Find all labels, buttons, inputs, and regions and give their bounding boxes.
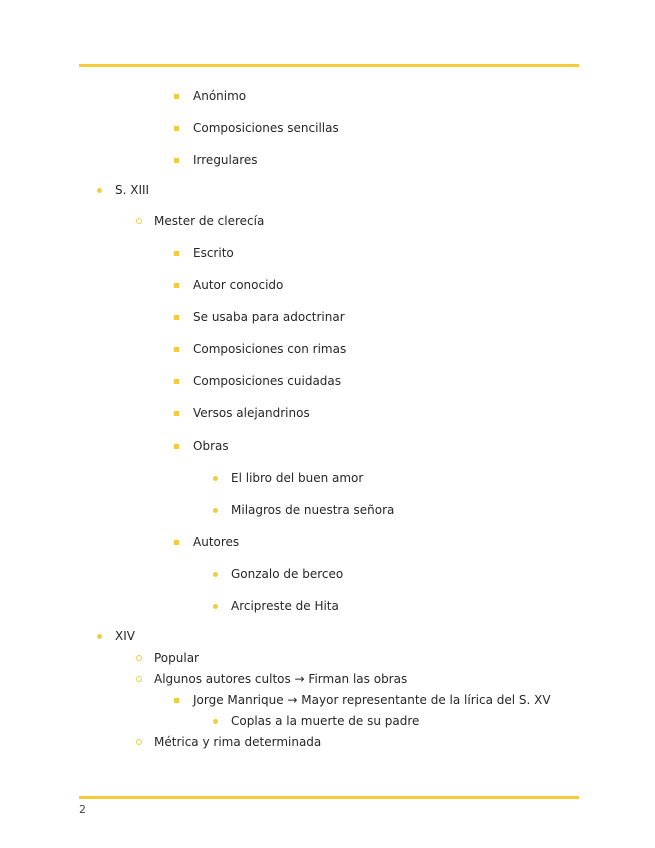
square-bullet-icon — [174, 158, 179, 163]
dot-bullet-icon — [213, 476, 218, 481]
page-number: 2 — [79, 803, 86, 816]
square-bullet-icon — [174, 315, 179, 320]
square-bullet-icon — [174, 698, 179, 703]
square-bullet-icon — [174, 347, 179, 352]
list-item: Composiciones cuidadas — [193, 373, 341, 389]
list-item: Milagros de nuestra señora — [231, 502, 394, 518]
list-item: Gonzalo de berceo — [231, 566, 343, 582]
list-item: Popular — [154, 650, 199, 666]
list-item: Escrito — [193, 245, 234, 261]
ring-bullet-icon — [136, 739, 142, 745]
dot-bullet-icon — [213, 508, 218, 513]
list-item: Obras — [193, 438, 229, 454]
header-rule — [79, 64, 579, 67]
list-item: Se usaba para adoctrinar — [193, 309, 345, 325]
square-bullet-icon — [174, 94, 179, 99]
ring-bullet-icon — [136, 218, 142, 224]
list-item: Algunos autores cultos → Firman las obras — [154, 671, 407, 687]
square-bullet-icon — [174, 251, 179, 256]
list-item: Métrica y rima determinada — [154, 734, 321, 750]
list-item: Composiciones con rimas — [193, 341, 346, 357]
list-item: El libro del buen amor — [231, 470, 363, 486]
footer-rule — [79, 796, 579, 799]
square-bullet-icon — [174, 379, 179, 384]
list-item: Jorge Manrique → Mayor representante de la lírica del S. XV — [193, 692, 551, 708]
list-item: Composiciones sencillas — [193, 120, 339, 136]
dot-bullet-icon — [213, 572, 218, 577]
square-bullet-icon — [174, 444, 179, 449]
dot-bullet-icon — [97, 188, 102, 193]
square-bullet-icon — [174, 540, 179, 545]
square-bullet-icon — [174, 283, 179, 288]
dot-bullet-icon — [97, 634, 102, 639]
square-bullet-icon — [174, 126, 179, 131]
list-item: Coplas a la muerte de su padre — [231, 713, 419, 729]
list-item: Autor conocido — [193, 277, 283, 293]
square-bullet-icon — [174, 411, 179, 416]
list-item: Irregulares — [193, 152, 258, 168]
list-item: S. XIII — [115, 182, 149, 198]
list-item: Arcipreste de Hita — [231, 598, 339, 614]
list-item: XIV — [115, 628, 135, 644]
ring-bullet-icon — [136, 655, 142, 661]
list-item: Anónimo — [193, 88, 246, 104]
dot-bullet-icon — [213, 604, 218, 609]
list-item: Mester de clerecía — [154, 213, 264, 229]
list-item: Versos alejandrinos — [193, 405, 310, 421]
ring-bullet-icon — [136, 676, 142, 682]
dot-bullet-icon — [213, 719, 218, 724]
list-item: Autores — [193, 534, 239, 550]
